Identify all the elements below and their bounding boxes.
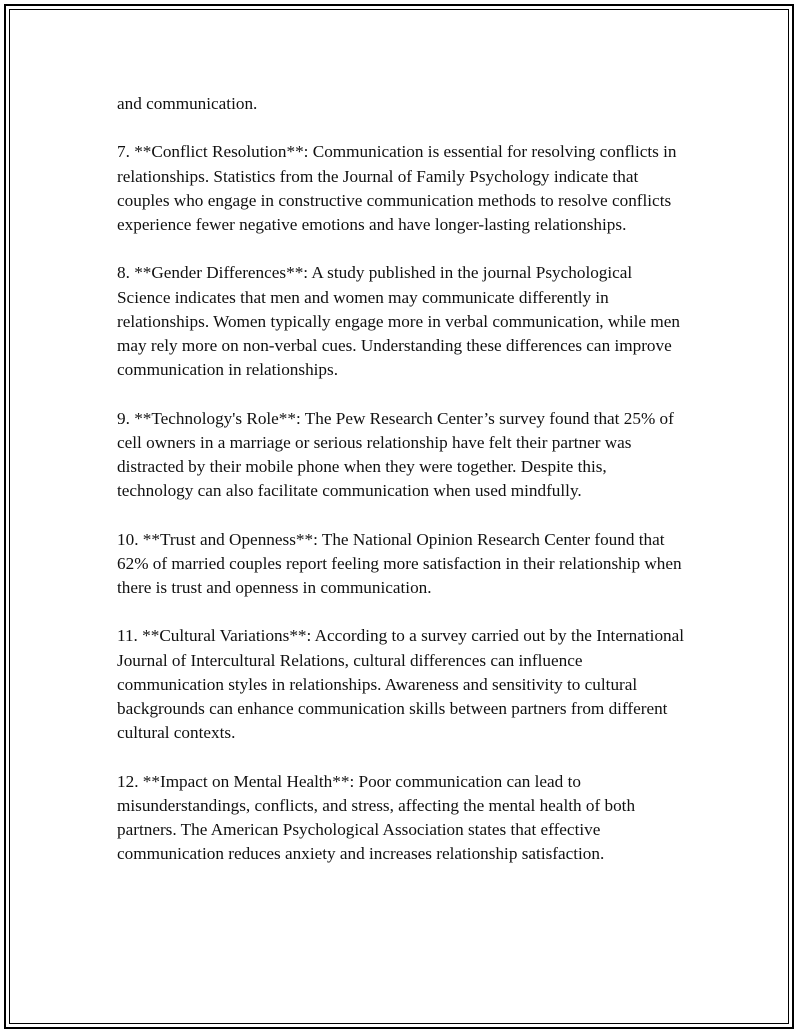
paragraph-continuation: and communication. [117, 94, 258, 113]
paragraph-mental-health: 12. **Impact on Mental Health**: Poor communication can lead to misunderstandings, conflicts, and stress, affecting the mental health of both partners. The American Psychological Association states that effective communication reduces anxiety and increases relationship satisfaction. [117, 771, 636, 864]
paragraph-gender-differences: 8. **Gender Differences**: A study published in the journal Psychological Science indicates that men and women may communicate differently in relationships. Women typically engage more in verbal communication, while men may rely more on non-verbal cues. Understanding these differences can improve communication in relationships. [117, 263, 680, 380]
paragraph-cultural-variations: 11. **Cultural Variations**: According to a survey carried out by the International Journal of Intercultural Relations, cultural differences can influence communication styles in relationships. Awareness and sensitivity to cultural backgrounds can enhance communication skills between partners from different cultural contexts. [117, 626, 685, 743]
paragraph-conflict-resolution: 7. **Conflict Resolution**: Communication is essential for resolving conflicts in relationships. Statistics from the Journal of Family Psychology indicate that couples who engage in constructive communication methods to resolve conflicts experience fewer negative emotions and have longer-lasting relationships. [117, 142, 677, 234]
paragraph-technology-role: 9. **Technology's Role**: The Pew Research Center’s survey found that 25% of cell owners in a marriage or serious relationship have felt their partner was distracted by their mobile phone when they were together. Despite this, technology can also facilitate communication when used mindfully. [117, 408, 674, 501]
paragraph-trust-openness: 10. **Trust and Openness**: The National Opinion Research Center found that 62% of married couples report feeling more satisfaction in their relationship when there is trust and openness in communication. [117, 529, 682, 597]
document-body [117, 92, 687, 891]
